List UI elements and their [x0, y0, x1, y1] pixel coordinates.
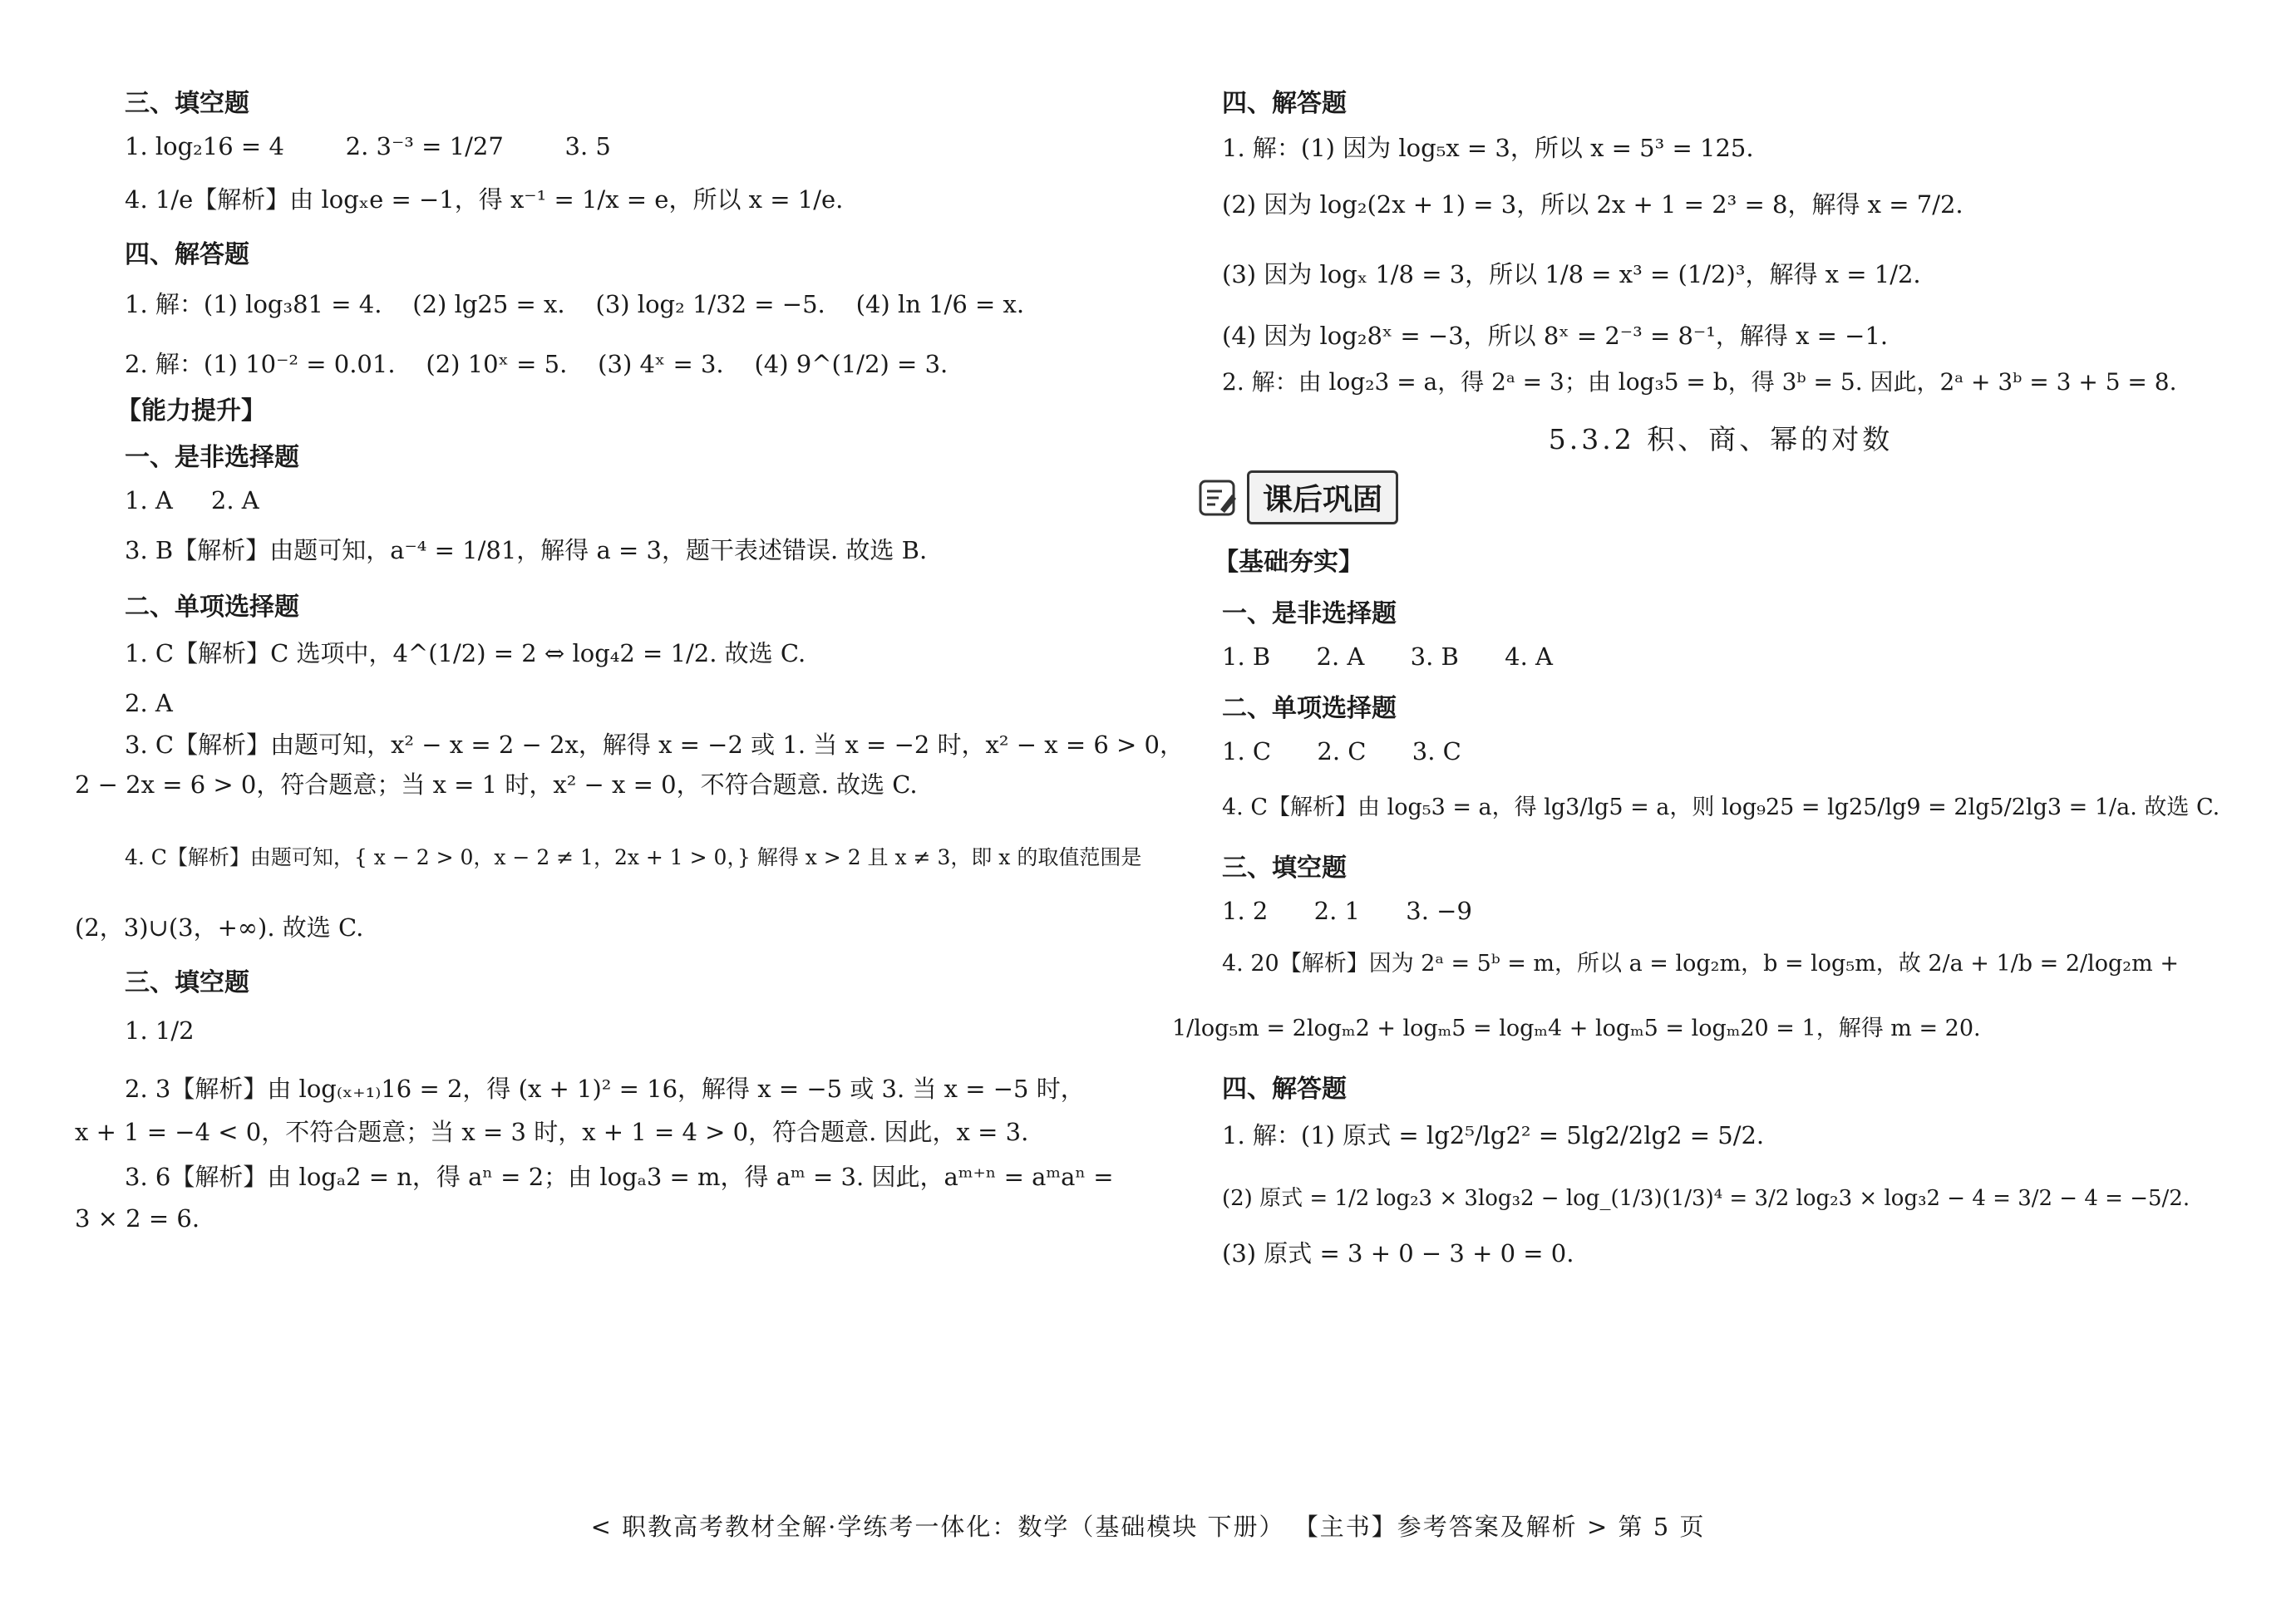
answer-line: 1. C【解析】C 选项中，4^(1/2) = 2 ⇔ log₄2 = 1/2. 故选 C.: [125, 639, 806, 667]
section-heading: 三、填空题: [125, 89, 249, 118]
subsection-heading: 【基础夯实】: [1214, 548, 1363, 577]
answer-line: x + 1 = −4 < 0，不符合题意；当 x = 3 时，x + 1 = 4 > 0，符合题意. 因此，x = 3.: [75, 1118, 1029, 1146]
section-heading: 三、填空题: [125, 968, 249, 997]
answer-line: 3. B【解析】由题可知，a⁻⁴ = 1/81，解得 a = 3，题干表述错误. 故选 B.: [125, 536, 928, 564]
section-heading: 一、是非选择题: [125, 443, 299, 472]
answer-line: 1. 2 2. 1 3. −9: [1222, 897, 1472, 925]
answer-line: 1. C 2. C 3. C: [1222, 737, 1461, 765]
answer-line: 3 × 2 = 6.: [75, 1204, 200, 1233]
section-heading: 四、解答题: [1222, 89, 1347, 118]
edit-note-icon: [1197, 476, 1240, 519]
answer-line: 2. 3【解析】由 log₍ₓ₊₁₎16 = 2，得 (x + 1)² = 16，解得 x = −5 或 3. 当 x = −5 时，: [125, 1075, 1085, 1103]
answer-line: 1/log₅m = 2logₘ2 + logₘ5 = logₘ4 + logₘ5 = logₘ20 = 1，解得 m = 20.: [1172, 1016, 1981, 1041]
section-heading: 四、解答题: [1222, 1075, 1347, 1104]
subsection-heading: 【能力提升】: [116, 396, 266, 426]
answer-line: 1. 解：(1) log₃81 = 4. (2) lg25 = x. (3) log₂ 1/32 = −5. (4) ln 1/6 = x.: [125, 290, 1025, 318]
section-heading: 四、解答题: [125, 240, 249, 269]
section-title: 5.3.2 积、商、幂的对数: [1548, 423, 1894, 455]
answer-line: (2) 因为 log₂(2x + 1) = 3，所以 2x + 1 = 2³ = 8，解得 x = 7/2.: [1222, 190, 1963, 219]
answer-line: (3) 原式 = 3 + 0 − 3 + 0 = 0.: [1222, 1239, 1574, 1267]
left-column: [75, 87, 1184, 1236]
answer-line: 1. A 2. A: [125, 486, 259, 514]
answer-line: 4. C【解析】由 log₅3 = a，得 lg3/lg5 = a，则 log₉25 = lg25/lg9 = 2lg5/2lg3 = 1/a. 故选 C.: [1222, 795, 2220, 820]
section-heading: 三、填空题: [1222, 854, 1347, 883]
section-heading: 一、是非选择题: [1222, 599, 1397, 628]
banner: [1197, 470, 2220, 524]
answer-line: 2. A: [125, 689, 173, 717]
answer-line: 2. 解：(1) 10⁻² = 0.01. (2) 10ˣ = 5. (3) 4ˣ = 3. (4) 9^(1/2) = 3.: [125, 350, 948, 378]
answer-line: 3. 6【解析】由 logₐ2 = n，得 aⁿ = 2；由 logₐ3 = m，得 aᵐ = 3. 因此，aᵐ⁺ⁿ = aᵐaⁿ =: [125, 1163, 1114, 1191]
answer-line: 1. 1/2: [125, 1016, 195, 1045]
answer-line: 4. 1/e【解析】由 logₓe = −1，得 x⁻¹ = 1/x = e，所以 x = 1/e.: [125, 185, 844, 214]
answer-line: 4. C【解析】由题可知，{ x − 2 > 0，x − 2 ≠ 1，2x + 1 > 0，} 解得 x > 2 且 x ≠ 3，即 x 的取值范围是: [125, 845, 1142, 869]
answer-line: 1. B 2. A 3. B 4. A: [1222, 642, 1553, 671]
answer-line: 3. C【解析】由题可知，x² − x = 2 − 2x，解得 x = −2 或 1. 当 x = −2 时，x² − x = 6 > 0，: [125, 731, 1184, 759]
answer-line: (2，3)∪(3，+∞). 故选 C.: [75, 913, 364, 942]
answer-line: 1. log₂16 = 4 2. 3⁻³ = 1/27 3. 5: [125, 132, 611, 160]
answer-line: 2. 解：由 log₂3 = a，得 2ᵃ = 3；由 log₃5 = b，得 3ᵇ = 5. 因此，2ᵃ + 3ᵇ = 3 + 5 = 8.: [1222, 368, 2177, 396]
section-heading: 二、单项选择题: [125, 593, 299, 622]
answer-line: (2) 原式 = 1/2 log₂3 × 3log₃2 − log_(1/3)(1/3)⁴ = 3/2 log₂3 × log₃2 − 4 = 3/2 − 4 = −5/2.: [1222, 1186, 2190, 1211]
page-footer: < 职教高考教材全解·学练考一体化：数学（基础模块 下册） 【主书】参考答案及解析 > 第 5 页: [590, 1513, 1706, 1541]
answer-line: (4) 因为 log₂8ˣ = −3，所以 8ˣ = 2⁻³ = 8⁻¹，解得 x = −1.: [1222, 322, 1889, 350]
answer-line: 4. 20【解析】因为 2ᵃ = 5ᵇ = m，所以 a = log₂m，b = log₅m，故 2/a + 1/b = 2/log₂m +: [1222, 951, 2179, 977]
answer-line: 1. 解：(1) 因为 log₅x = 3，所以 x = 5³ = 125.: [1222, 134, 1754, 162]
answer-line: (3) 因为 logₓ 1/8 = 3，所以 1/8 = x³ = (1/2)³，解得 x = 1/2.: [1222, 260, 1921, 288]
section-heading: 二、单项选择题: [1222, 694, 1397, 723]
right-column: [1172, 87, 2220, 1271]
answer-line: 2 − 2x = 6 > 0，符合题意；当 x = 1 时，x² − x = 0，不符合题意. 故选 C.: [75, 770, 918, 799]
answer-line: 1. 解：(1) 原式 = lg2⁵/lg2² = 5lg2/2lg2 = 5/2.: [1222, 1121, 1765, 1149]
banner-label: 课后巩固: [1247, 470, 1398, 524]
